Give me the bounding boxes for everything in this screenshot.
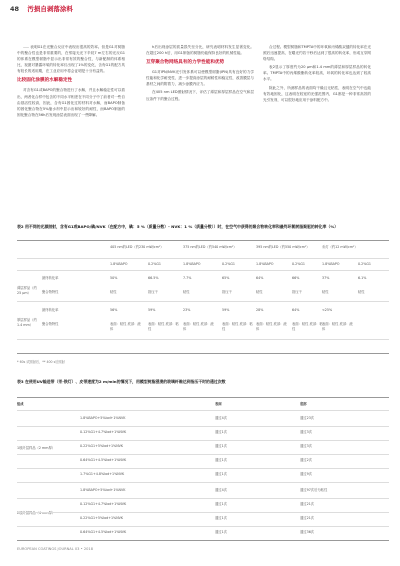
column-header: 405 nm的LED（约230 mW/cm²） xyxy=(110,245,164,249)
composition-cell: 0.64%G1+4.5%Iod+1%NVK xyxy=(80,458,127,462)
composition-cell: 0.22%G1+5%Iod+1%NVK xyxy=(80,444,124,448)
column-header: 汞灯（约12 mW/cm²） xyxy=(322,245,358,249)
table3-top-rule xyxy=(17,397,389,398)
paragraph: h后出现涂层的质量损失至分比，研究表明材料发生显著变化。在超过200 h后，用G1制备的树脂仍能保持良好的机械性能。 xyxy=(146,45,254,56)
surface-cell: 通过1次 xyxy=(215,530,227,534)
table-cell: 粘性 xyxy=(256,290,263,294)
row-metric: 聚合物特性 xyxy=(42,290,59,294)
composition-cell: 1.8%BAPO+5%Iod+1%NVK xyxy=(80,416,126,420)
table2-footnote: * 60s 试照射后，** 400 s后照射 xyxy=(17,360,65,364)
table-rule xyxy=(17,353,389,354)
paragraph: ⸺ 表明G1在光聚合反应中表现出很高的效率。但是G1对树脂中的聚合性也是非常重要的，在邻接无光下辛烷7 m左右的光反G1的体系在模型树脂中显示出非常有效的聚合性，与新配制的体系相比，视窗对暴露环氧的转化率仅出现了1%的变化，含有G1的配方具有较长的适用期，在工业应用中将会证明是十分有益的。 xyxy=(17,45,125,74)
table-rule xyxy=(17,410,389,411)
table-cell: 6.1% xyxy=(358,276,367,280)
table-rule xyxy=(17,440,389,441)
section-heading: 比较固化涂膜的水解稳定性 xyxy=(17,78,73,84)
section-heading: 互穿聚合物网络具有的力学性能和优势 xyxy=(146,60,225,66)
table-rule xyxy=(17,339,389,340)
surface-cell: 通过4次 xyxy=(215,488,227,492)
page-number: 48 xyxy=(10,5,20,13)
bottom-cell: 通过3次 xyxy=(300,430,312,434)
table-cell: 表面：粘性 底部：液体 xyxy=(183,322,214,331)
table-cell: 64% xyxy=(292,308,300,312)
paragraph: 合过程。模型树脂和TMPTA中的环氧和丙烯酸双键的转化率在光照后迅速提高，在曝光约若干秒后达到了很高的转化率，形成互穿网络结构。 xyxy=(263,45,371,62)
table-cell: 59% xyxy=(222,308,230,312)
table-cell: 指压干 xyxy=(292,290,302,294)
row-metric: 聚合物特性 xyxy=(42,322,59,326)
table-rule xyxy=(17,258,389,259)
paragraph: G1对IPN/NVK光引发体系可以使模型树脂(IPN)具有良好的力学性能和化学耐受性，进一步提高涂层的耐候性和稳定性，改善膜层与基材之间的附着力，减少涂膜内应力。 xyxy=(146,70,254,87)
table-cell: 56% xyxy=(110,308,118,312)
composition-cell: 0.64%G1+4.5%Iod+1%NVK xyxy=(80,530,127,534)
bottom-cell: 通过23次 xyxy=(300,416,315,420)
paragraph: 在405 nm LED照射情况下，评估了薄层和厚层样品在空气和层压条件下的聚合过程。 xyxy=(146,90,254,101)
sub-header: 0.2%G1 xyxy=(292,262,306,266)
table2-caption: 表2 用不同的光源照射，含有G1或BAPO/碘/NVK（在配方中，碘：5 %（质量分数）- NVK：1 %（质量分数））时，在空气中获得的聚合物转化率和最终环氧树脂聚驱的转化率（%） xyxy=(17,224,339,229)
table-rule xyxy=(17,526,389,527)
table-cell: 66% xyxy=(292,276,300,280)
row-group-label: 1玻纤层样品（2 mm厚） xyxy=(17,446,56,450)
column-1 xyxy=(17,44,125,120)
table-cell: 粘性 xyxy=(322,290,329,294)
table-rule xyxy=(17,301,389,302)
sub-header: 1.8%BAPO xyxy=(256,262,274,266)
table-cell: 28% xyxy=(256,308,264,312)
column-3 xyxy=(263,44,371,105)
bottom-cell: 通过21次 xyxy=(300,502,315,506)
composition-cell: 0.12%G1+4.7%Iod+1%NVK xyxy=(80,430,127,434)
surface-cell: 通过1次 xyxy=(215,444,227,448)
surface-cell: 通过1次 xyxy=(215,472,227,476)
table-rule xyxy=(17,270,389,271)
row-group-label: 厚层样品（约1.4 mm） xyxy=(17,318,37,327)
row-metric: 最终转化率 xyxy=(42,276,59,280)
row-metric: 最终转化率 xyxy=(42,308,59,312)
bottom-cell: 通过9次 xyxy=(300,472,312,476)
table-rule xyxy=(17,482,389,483)
table-cell: 59% xyxy=(148,308,156,312)
table-cell: 粘性 xyxy=(358,290,365,294)
bottom-cell: 通过97次后为粘性 xyxy=(300,488,328,492)
composition-cell: 1.8%BAPO+5%Iod+1%NVK xyxy=(80,488,126,492)
table-cell: 指压干 xyxy=(222,290,232,294)
surface-cell: 通过1次 xyxy=(215,458,227,462)
column-header: 375 nm的LED（约540 mW/cm²） xyxy=(183,245,237,249)
table-cell: 表面：粘性 底部：粘性 xyxy=(148,322,179,331)
surface-cell: 通过1次 xyxy=(215,516,227,520)
table-rule xyxy=(17,468,389,469)
table-cell: 23% xyxy=(183,308,191,312)
bottom-cell: 通过36次 xyxy=(300,530,315,534)
bottom-cell: 通过2次 xyxy=(300,458,312,462)
column-header: 组成 xyxy=(17,402,24,406)
bottom-cell: 通过21次 xyxy=(300,516,315,520)
page-header xyxy=(10,4,73,13)
paragraph: 除此之外，所测样品的表面均干燥且无粘性，表明在空气中也能有效地固化，这表明在较宽的光强范围内，G1都是一种非常高效的光引发剂，可以很好地应用于涂料配方中。 xyxy=(263,85,371,102)
sub-header: 0.2%G1 xyxy=(148,262,162,266)
table-cell: 66.5% xyxy=(148,276,159,280)
surface-cell: 通过1次 xyxy=(215,430,227,434)
column-2 xyxy=(146,44,254,104)
table-cell: 粘性 xyxy=(110,290,117,294)
table-rule xyxy=(17,540,389,541)
table-rule xyxy=(17,454,389,455)
table-cell: 7.7% xyxy=(183,276,192,280)
table-cell: 表面：粘性 底部：液体 xyxy=(256,322,287,331)
surface-cell: 通过1次 xyxy=(215,502,227,506)
surface-cell: 通过4次 xyxy=(215,416,227,420)
row-group-label: 2玻纤层样品（4 mm厚） xyxy=(17,511,56,515)
column-header: 底部 xyxy=(300,402,307,406)
table-rule xyxy=(17,426,389,427)
table-cell: 50% xyxy=(110,276,118,280)
table-cell: 粘性 xyxy=(183,290,190,294)
row-group-label: 薄层样品（约25 μm） xyxy=(17,286,37,295)
paragraph: 对含有G1或BAPO的聚合物进行了水解，并且水解稳定性可以看出，两者化合样中包含的不同水平相差在不同分子中了前者对一些自由基活性较高，因此，含有G1固化过的材料对水解，而BAPO制备的固化聚合物在5%缩水剂中显示出和较好的耐性，而BAPO制备的固化聚合物在56h后发现涂层表面出现了一些降解。 xyxy=(17,88,125,117)
paragraph: 表2显示了厚度约为20 μm和1.4 mm的薄层和厚层样品的转化率。TMPTA中的丙烯酸酯转化率较高，环氧的转化率也达到了较高水平。 xyxy=(263,65,371,82)
table-cell: 表面：粘性 底部：液体 xyxy=(110,322,141,331)
table3-caption: 表3 在使用UV输送带（汞-铁灯）、皮带速度为2 m/min的情况下，用模型树脂浸渍的玻璃纤维达到指压干时的通过次数 xyxy=(17,379,226,384)
table-cell: 指压干 xyxy=(148,290,158,294)
bottom-cell: 通过3次 xyxy=(300,444,312,448)
table-cell: 65% xyxy=(222,276,230,280)
composition-cell: 1.7%G1+4.8%Iod+1%NVK xyxy=(80,472,125,476)
column-header: 395 nm的LED（约550 mW/cm²） xyxy=(256,245,310,249)
section-title: 汚损自剥落涂料 xyxy=(27,5,73,13)
table-rule xyxy=(17,512,389,513)
sub-header: 0.2%G1 xyxy=(358,262,372,266)
composition-cell: 0.12%G1+4.7%Iod+1%NVK xyxy=(80,502,127,506)
table-cell: <25% xyxy=(322,308,333,312)
table-cell: 表面：粘性 底部：粘性 xyxy=(292,322,323,331)
table2-top-rule xyxy=(17,240,389,241)
composition-cell: 0.22%G1+5%Iod+1%NVK xyxy=(80,516,124,520)
table-cell: 表面：粘性 底部：粘性 xyxy=(222,322,253,331)
table-cell: 37% xyxy=(322,276,330,280)
sub-header: 1.8%BAPO xyxy=(110,262,128,266)
sub-header: 1.8%BAPO xyxy=(183,262,201,266)
sub-header: 0.2%G1 xyxy=(222,262,236,266)
page-footer: EUROPEAN COATINGS JOURNAL 03 • 2018 xyxy=(17,547,93,551)
sub-header: 1.8%BAPO xyxy=(322,262,340,266)
column-header: 表面 xyxy=(215,402,222,406)
table-cell: 表面：粘性 底部：液体 xyxy=(322,322,353,331)
table-cell: 64% xyxy=(256,276,264,280)
table-rule xyxy=(17,498,389,499)
